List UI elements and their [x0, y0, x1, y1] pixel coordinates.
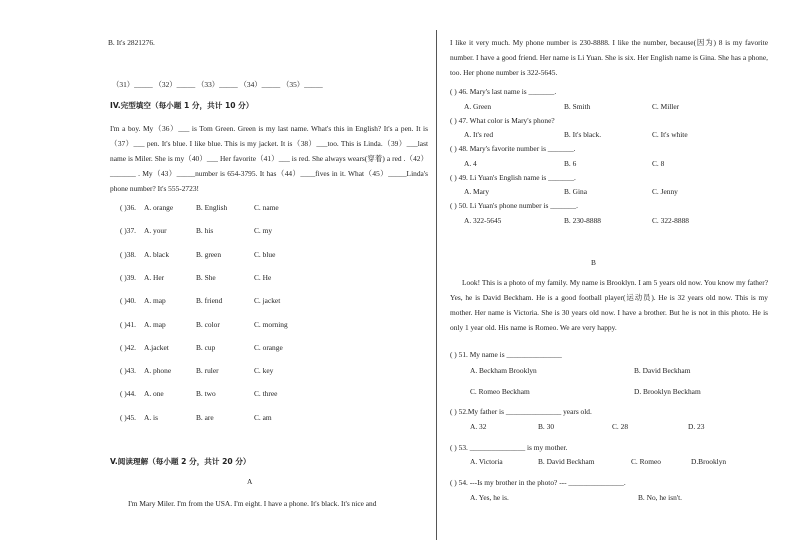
cloze-option-a: A. one	[144, 389, 164, 399]
question-54: ( ) 54. ---Is my brother in the photo? --- _______________.	[450, 478, 626, 487]
q53-option-d: D.Brooklyn	[691, 457, 727, 466]
question-stem: ( ) 47. What color is Mary's phone?	[450, 115, 555, 125]
cloze-option-c: C. morning	[254, 319, 288, 329]
question-stem: ( ) 48. Mary's favorite number is _______.	[450, 144, 576, 154]
cloze-option-c: C. orange	[254, 342, 283, 352]
q52-option-d: D. 23	[688, 422, 705, 431]
cloze-option-c: C. three	[254, 389, 278, 399]
cloze-option-b: B. are	[196, 412, 214, 422]
answer-option-b: B. Gina	[564, 187, 587, 197]
section-5-title: V.阅读理解（每小题 2 分，共计 20 分）	[110, 457, 251, 466]
question-stem: ( ) 49. Li Yuan's English name is _______.	[450, 172, 576, 182]
question-52: ( ) 52.My father is _______________ years old.	[450, 407, 592, 416]
previous-answer: B. It's 2821276.	[108, 38, 155, 47]
q52-option-a: A. 32	[470, 422, 487, 431]
passage-a-continued: I like it very much. My phone number is 230-8888. I like the number, because(因为) 8 is my favorite number. I have a good friend. Her name is Li Yuan. She is six. Her English name is Gina. She has a phone, too. Her phone number is 322-5645.	[450, 38, 768, 77]
question-stem: ( ) 50. Li Yuan's phone number is _______.	[450, 201, 578, 211]
answer-option-b: B. Smith	[564, 101, 591, 111]
q51-option-b: B. David Beckham	[634, 366, 691, 375]
answer-option-a: A. It's red	[464, 130, 494, 140]
answer-option-a: A. 322-5645	[464, 215, 502, 225]
cloze-question-number: ( )42.	[120, 342, 137, 352]
question-stem: ( ) 46. Mary's last name is _______.	[450, 87, 557, 96]
column-divider	[436, 30, 437, 540]
answer-option-c: C. 322-8888	[652, 215, 689, 225]
question-53: ( ) 53. _______________ is my mother.	[450, 443, 568, 452]
right-column	[446, 0, 768, 550]
q52-option-b: B. 30	[538, 422, 555, 431]
answer-option-c: C. Miller	[652, 101, 680, 111]
cloze-option-a: A. your	[144, 226, 167, 236]
cloze-passage: I'm a boy. My（36）___ is Tom Green. Green is my last name. What's this in English? It's a pen. It is（37）___ pen. It's blue. I like blue. This is my jacket. It is（38）___too. This is Linda.（39）___last name is Miler. She is my（40）___ Her favorite（41）___ is red. She always wears(穿着) a red .（42）_______ . My（43）_____number is 654-3795. It has（44）____fives in it. What（45）_____Linda's phone number? It's 555-2723!	[110, 124, 428, 193]
cloze-option-a: A. phone	[144, 366, 172, 376]
cloze-question-number: ( )40.	[120, 296, 137, 306]
answer-option-b: B. 230-8888	[564, 215, 601, 225]
q53-option-b: B. David Beckham	[538, 457, 595, 466]
q53-option-a: A. Victoria	[470, 457, 503, 466]
cloze-option-b: B. She	[196, 272, 216, 282]
cloze-option-a: A. is	[144, 412, 158, 422]
answer-option-b: B. It's black.	[564, 130, 602, 140]
passage-b-label: B	[591, 258, 596, 267]
q51-option-d: D. Brooklyn Beckham	[634, 387, 701, 396]
answer-option-c: C. Jenny	[652, 187, 678, 197]
answer-option-a: A. Green	[464, 101, 492, 111]
cloze-question-number: ( )43.	[120, 366, 137, 376]
answer-option-a: A. 4	[464, 158, 477, 168]
cloze-option-b: B. ruler	[196, 366, 219, 376]
cloze-option-a: A.jacket	[144, 342, 169, 352]
answer-option-a: A. Mary	[464, 187, 490, 197]
answer-blanks: （31）_____ （32）_____ （33）_____ （34）_____ （35）_____	[112, 80, 323, 89]
cloze-option-c: C. my	[254, 226, 273, 236]
left-column	[108, 0, 428, 550]
answer-option-c: C. 8	[652, 158, 665, 168]
passage-b: Look! This is a photo of my family. My name is Brooklyn. I am 5 years old now. You know my father? Yes, he is David Beckham. He is a good football player(运动员). He is 32 years old now. This is my mother. Her name is Victoria. She is 30 years old now. I have a brother. But he is not in this photo. He is only 1 year old. His name is Romeo. We are very happy.	[450, 278, 768, 332]
cloze-question-number: ( )36.	[120, 203, 137, 212]
cloze-option-a: A. map	[144, 319, 166, 329]
cloze-option-b: B. friend	[196, 296, 223, 306]
answer-option-c: C. It's white	[652, 130, 688, 140]
cloze-option-b: B. color	[196, 319, 220, 329]
passage-a-start: I'm Mary Miler. I'm from the USA. I'm eight. I have a phone. It's black. It's nice and	[128, 499, 377, 508]
q53-option-c: C. Romeo	[631, 457, 661, 466]
cloze-question-number: ( )41.	[120, 319, 137, 329]
cloze-option-b: B. two	[196, 389, 216, 399]
cloze-question-number: ( )38.	[120, 249, 137, 259]
question-51: ( ) 51. My name is _______________	[450, 350, 562, 359]
cloze-option-a: A. Her	[144, 272, 165, 282]
cloze-option-b: B. his	[196, 226, 214, 236]
cloze-question-number: ( )45.	[120, 412, 137, 422]
cloze-option-a: A. orange	[144, 203, 174, 212]
q54-option-b: B. No, he isn't.	[638, 493, 683, 502]
cloze-option-c: C. am	[254, 412, 272, 422]
cloze-option-a: A. black	[144, 249, 170, 259]
passage-a-label: A	[247, 477, 253, 486]
cloze-option-c: C. jacket	[254, 296, 281, 306]
cloze-option-c: C. key	[254, 366, 274, 376]
q52-option-c: C. 28	[612, 422, 629, 431]
answer-option-b: B. 6	[564, 158, 577, 168]
cloze-option-c: C. He	[254, 272, 272, 282]
cloze-option-c: C. blue	[254, 249, 276, 259]
cloze-question-number: ( )44.	[120, 389, 137, 399]
cloze-option-b: B. cup	[196, 342, 216, 352]
cloze-option-c: C. name	[254, 203, 279, 212]
cloze-option-b: B. green	[196, 249, 222, 259]
section-4-title: IV.完型填空（每小题 1 分，共计 10 分）	[110, 101, 254, 110]
q51-option-a: A. Beckham Brooklyn	[470, 366, 537, 375]
cloze-question-number: ( )37.	[120, 226, 137, 236]
cloze-question-number: ( )39.	[120, 272, 137, 282]
cloze-option-b: B. English	[196, 203, 228, 212]
q54-option-a: A. Yes, he is.	[470, 493, 509, 502]
q51-option-c: C. Romeo Beckham	[470, 387, 530, 396]
cloze-option-a: A. map	[144, 296, 166, 306]
